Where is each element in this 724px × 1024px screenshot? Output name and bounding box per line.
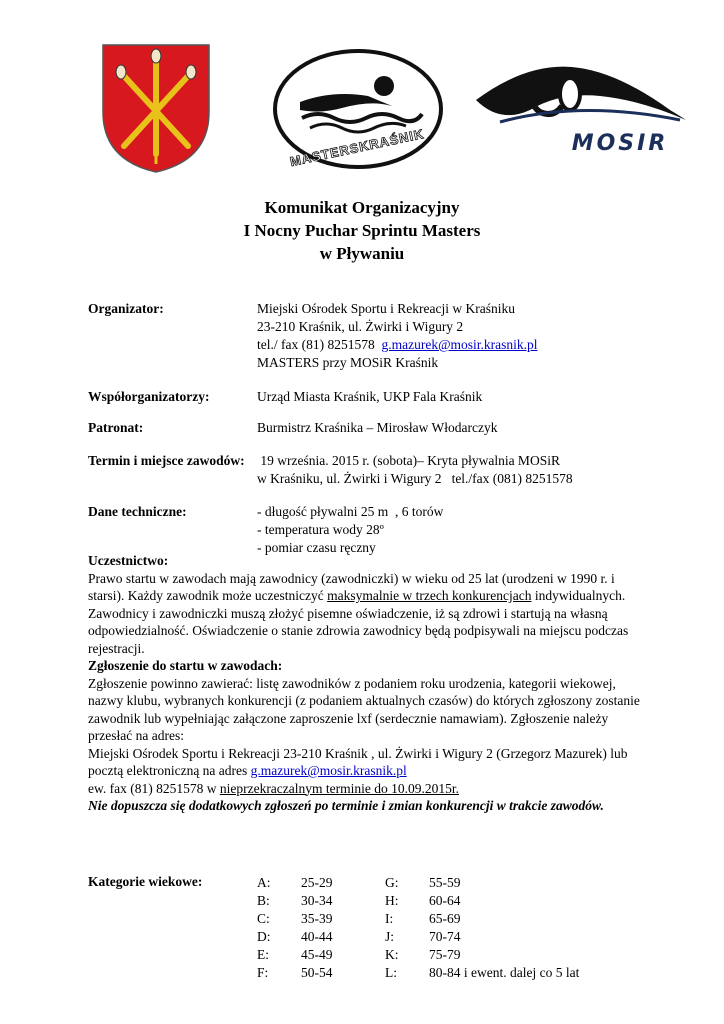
masters-krasnik-logo: [272, 48, 444, 170]
organizator-line: Miejski Ośrodek Sportu i Rekreacji w Kraśniku: [257, 301, 515, 316]
kategoria-code: D:: [257, 929, 271, 944]
organizator-contact: [257, 336, 538, 354]
dane-line: - temperatura wody 28º: [257, 522, 384, 537]
kategoria-code: G:: [385, 875, 399, 890]
dane-line: - długość pływalni 25 m , 6 torów: [257, 504, 444, 519]
organizator-label: Organizator:: [88, 301, 164, 316]
kategoria-row: [385, 910, 579, 928]
title-line-3: w Pływaniu: [319, 244, 405, 263]
organizator-line: 23-210 Kraśnik, ul. Żwirki i Wigury 2: [257, 319, 464, 334]
uczestnictwo-section: [88, 552, 648, 815]
dane-block: [257, 503, 443, 557]
mosir-logo: [470, 60, 690, 160]
kategoria-range: 75-79: [429, 947, 461, 962]
kategoria-code: C:: [257, 911, 270, 926]
kategoria-code: E:: [257, 947, 269, 962]
kategoria-row: [385, 928, 579, 946]
kategoria-row: [257, 874, 333, 892]
kategoria-row: [385, 946, 579, 964]
kategoria-code: K:: [385, 947, 399, 962]
uczestnictwo-text: indywidualnych.: [531, 588, 626, 603]
kategoria-code: H:: [385, 893, 399, 908]
kategoria-code: A:: [257, 875, 271, 890]
kategoria-range: 65-69: [429, 911, 461, 926]
uczestnictwo-text: Prawo startu w zawodach mają zawodnicy (zawodniczki) w wieku od 25 lat (urodzeni w 1990 r. i starsi). Każdy zawodnik może uczestniczyć: [88, 570, 615, 603]
kategorie-left-list: [257, 874, 333, 982]
patronat-label: Patronat:: [88, 420, 144, 435]
zgloszenie-email-link[interactable]: g.mazurek@mosir.krasnik.pl: [250, 763, 407, 778]
kategoria-range: 40-44: [301, 929, 333, 944]
title-line-2: I Nocny Puchar Sprintu Masters: [243, 221, 481, 240]
kategoria-row: [385, 874, 579, 892]
kategoria-range: 80-84 i ewent. dalej co 5 lat: [429, 965, 580, 980]
uczestnictwo-heading: Uczestnictwo:: [88, 553, 169, 568]
zgloszenie-deadline: nieprzekraczalnym terminie do 10.09.2015r.: [219, 780, 460, 796]
termin-label: Termin i miejsce zawodów:: [88, 453, 245, 468]
organizator-line: MASTERS przy MOSiR Kraśnik: [257, 355, 439, 370]
dane-line: - pomiar czasu ręczny: [257, 540, 376, 555]
kategoria-code: F:: [257, 965, 269, 980]
kategoria-row: [385, 964, 579, 982]
wspolorganizatorzy-label: Współorganizatorzy:: [88, 389, 210, 404]
document-title: [0, 196, 724, 265]
uczestnictwo-paragraph-1: [88, 570, 648, 605]
kategoria-range: 25-29: [301, 875, 333, 890]
uczestnictwo-underlined: maksymalnie w trzech konkurencjach: [327, 588, 532, 603]
termin-line: 19 września. 2015 r. (sobota)– Kryta pływalnia MOSiR: [257, 453, 560, 468]
kategoria-range: 30-34: [301, 893, 333, 908]
zgloszenie-paragraph-2: [88, 745, 648, 780]
zgloszenie-heading: Zgłoszenie do startu w zawodach:: [88, 658, 283, 673]
kategoria-row: [385, 892, 579, 910]
zgloszenie-paragraph-3: [88, 780, 648, 798]
kategoria-row: [257, 928, 333, 946]
kategoria-row: [257, 964, 333, 982]
zgloszenie-text: ew. fax (81) 8251578 w: [88, 780, 220, 796]
zgloszenie-paragraph-1: Zgłoszenie powinno zawierać: listę zawodników z podaniem roku urodzenia, kategorii wiekowej, nazwy klubu, wybranych konkurencji (z podaniem aktualnych czasów) do których zgłoszony zostanie zawodnik lub wypełniając załączone zaproszenie lxf (serdecznie namawiam). Zgłoszenie należy przesłać na adres:: [88, 675, 640, 743]
kategoria-row: [257, 892, 333, 910]
kategorie-label: Kategorie wiekowe:: [88, 874, 203, 889]
organizator-block: [257, 300, 538, 372]
kategorie-right-list: [385, 874, 579, 982]
kategoria-range: 50-54: [301, 965, 333, 980]
mosir-logo-text: MOSIR: [571, 131, 669, 156]
organizator-email-link[interactable]: g.mazurek@mosir.krasnik.pl: [381, 337, 538, 352]
zgloszenie-warning: Nie dopuszcza się dodatkowych zgłoszeń po terminie i zmian konkurencji w trakcie zawodów.: [88, 798, 604, 813]
termin-block: [257, 452, 573, 488]
kategoria-row: [257, 946, 333, 964]
kategoria-code: J:: [385, 929, 395, 944]
kategoria-range: 45-49: [301, 947, 333, 962]
kategoria-range: 55-59: [429, 875, 461, 890]
uczestnictwo-paragraph-2: Zawodnicy i zawodniczki muszą złożyć pisemne oświadczenie, iż są zdrowi i startują na własną odpowiedzialność. Oświadczenie o stanie zdrowia zawodnicy będą podpisywali na miejscu podczas rejestracji.: [88, 605, 629, 656]
kategoria-row: [257, 910, 333, 928]
coat-of-arms-icon: [100, 42, 212, 174]
dane-label: Dane techniczne:: [88, 504, 187, 519]
kategoria-code: L:: [385, 965, 397, 980]
title-line-1: Komunikat Organizacyjny: [264, 198, 460, 217]
kategoria-range: 60-64: [429, 893, 461, 908]
kategoria-range: 35-39: [301, 911, 333, 926]
masters-logo-text: MASTERSKRAŚNIK: [288, 126, 426, 170]
kategoria-code: B:: [257, 893, 270, 908]
swimmer-wave-icon: [476, 67, 686, 122]
zgloszenie-text: Miejski Ośrodek Sportu i Rekreacji 23-210 Kraśnik , ul. Żwirki i Wigury 2 (Grzegorz Mazurek) lub pocztą elektroniczną na adres: [88, 745, 628, 778]
termin-line: w Kraśniku, ul. Żwirki i Wigury 2 tel./fax (081) 8251578: [257, 471, 573, 486]
organizator-phone: tel./ fax (81) 8251578: [257, 337, 382, 352]
kategoria-code: I:: [385, 911, 394, 926]
kategoria-range: 70-74: [429, 929, 461, 944]
patronat-value: Burmistrz Kraśnika – Mirosław Włodarczyk: [257, 420, 498, 435]
wspolorganizatorzy-value: Urząd Miasta Kraśnik, UKP Fala Kraśnik: [257, 389, 483, 404]
